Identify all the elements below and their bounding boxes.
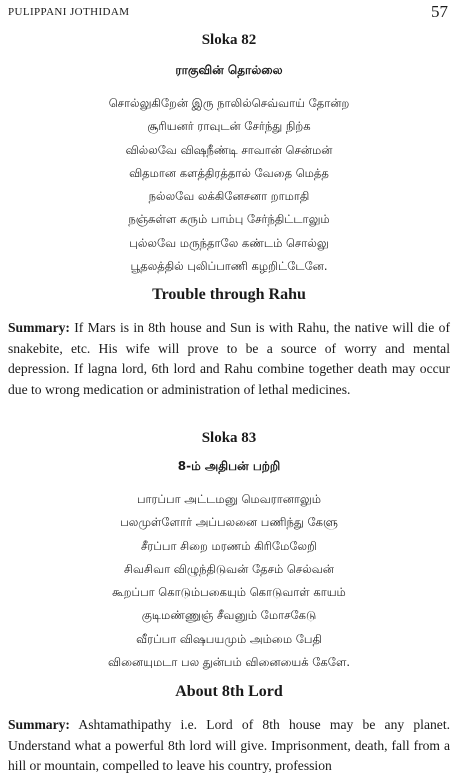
sloka-83-summary [8,715,450,777]
summary-text: Ashtamathipathy i.e. Lord of 8th house may be any planet. Understand what a powerful 8th lord will give. Imprisonment, death, fall from a hill or mountain, compelled to leave his country, profession [8,717,450,774]
verse-line: விதமான களத்திரத்தால் வேதை மெத்த [129,165,329,180]
verse-line: சிவசிவா விழுந்திடுவன் தேசம் செல்வன் [124,561,334,576]
page-number: 57 [431,2,448,21]
sloka-82-tamil-title: ராகுவின் தொல்லை [175,63,283,77]
sloka-83-heading-block [8,428,450,477]
rahu-section-title: Trouble through Rahu [152,286,306,303]
verse-line: புல்லவே மருந்தாலே கண்டம் சொல்லு [129,235,329,250]
verse-line: பூதலத்தில் புலிப்பாணி கழறிட்டேனே. [130,259,328,274]
verse-line: பாரப்பா அட்டமனு மெவரானாலும் [136,492,322,506]
verse-line: குடிமண்ணுஞ் சீவனும் மோசகேடு [141,608,317,623]
verse-line: வில்லவே விஷநீண்டி சாவான் சென்மன் [125,142,333,157]
sloka-83-verse [8,488,450,674]
verse-line: சூரியனர் ராவுடன் சேர்ந்து நிற்க [147,119,311,134]
verse-line: வினையுமடா பல துன்பம் வினையைக் கேளே. [108,655,350,670]
sloka-82-heading-block [8,30,450,81]
verse-line: பலமுள்ளோர் அப்பலனை பணிந்து கேளு [120,515,338,530]
verse-line: நல்லவே லக்கினேசனா றாமாதி [148,189,310,204]
running-head [8,2,450,24]
8th-lord-section-title: About 8th Lord [175,683,283,700]
verse-line: வீரப்பா விஷபயமும் அம்மை பேதி [136,631,322,646]
verse-line: நஞ்சுள்ள கரும் பாம்பு சேர்ந்திட்டாலும் [128,212,330,227]
sloka-83-heading: Sloka 83 [201,430,257,446]
summary-text: If Mars is in 8th house and Sun is with Rahu, the native will die of snakebite, etc. His wife will prove to be a source of worry and mental depression. If lagna lord, 6th lord and Rahu combine together death may occur due to wrong medication or administration of lethal medicines. [8,320,451,397]
verse-line: கூறப்பா கொடும்பகையும் கொடுவாள் காயம் [112,585,346,600]
sloka-82-heading: Sloka 82 [201,32,257,48]
summary-label: Summary: [8,717,70,732]
sloka-82-verse [8,92,450,278]
verse-line: சீரப்பா சிறை மரணம் கிரிமேலேறி [141,538,317,553]
rahu-section [8,284,450,306]
book-title: PULIPPANI JOTHIDAM [8,6,130,18]
sloka-83-tamil-title: 8-ம் அதிபன் பற்றி [177,459,281,473]
8th-lord-section [8,681,450,703]
sloka-82-summary [8,318,450,400]
verse-line: சொல்லுகிறேன் இரு நாலில்செவ்வாய் தோன்ற [108,96,350,110]
summary-label: Summary: [8,320,70,335]
